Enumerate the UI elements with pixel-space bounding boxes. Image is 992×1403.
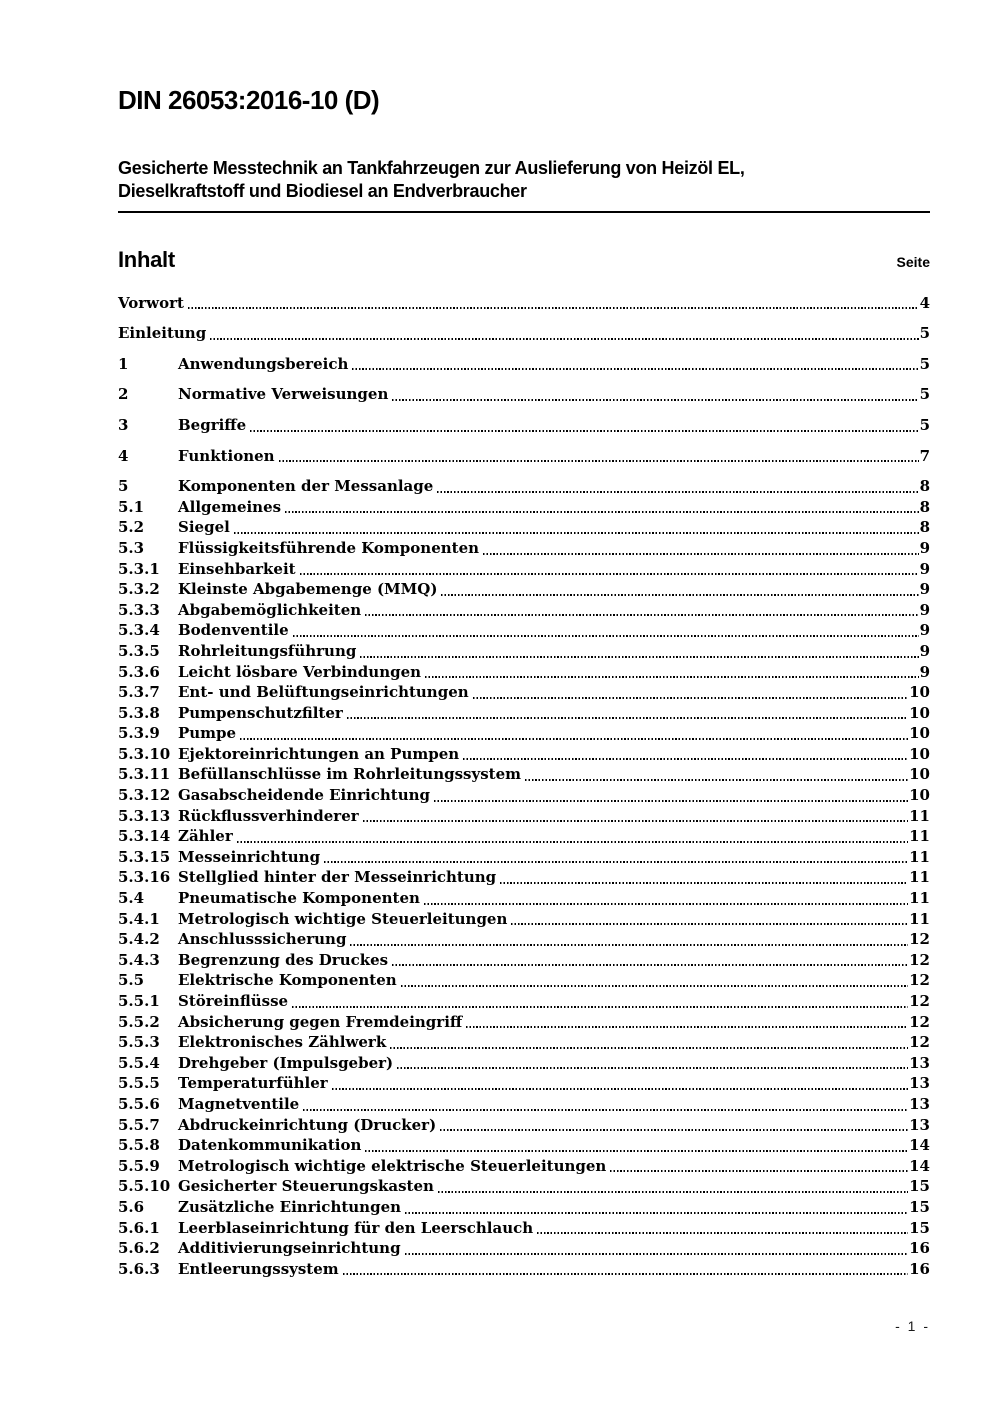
toc-dot-leader [525, 779, 908, 781]
toc-heading: Inhalt [118, 246, 175, 272]
toc-entry [118, 847, 930, 868]
toc-entry-number: 5.3.16 [118, 868, 171, 887]
toc-entry-title: Rückflussverhinderer [178, 806, 359, 825]
toc-entry-title: Siegel [178, 518, 230, 537]
toc-entry [118, 600, 930, 621]
toc-entry-page: 10 [909, 683, 930, 702]
toc-entry-page: 16 [909, 1239, 930, 1258]
toc-entry-page: 13 [909, 1115, 930, 1134]
toc-entry-page: 15 [909, 1197, 930, 1216]
toc-entry [118, 1094, 930, 1115]
toc-entry [118, 323, 930, 344]
toc-entry-number: 5.6.1 [118, 1218, 160, 1237]
toc-entry-title: Gesicherter Steuerungskasten [178, 1177, 434, 1196]
toc-entry-title: Temperaturfühler [178, 1074, 328, 1093]
toc-entry-page: 5 [919, 324, 930, 343]
toc-dot-leader [343, 1273, 908, 1275]
toc-dot-leader [425, 676, 919, 678]
toc-entry-page: 9 [919, 662, 930, 681]
toc-entry-number: 5.1 [118, 497, 145, 516]
toc-entry-title: Zähler [178, 827, 233, 846]
toc-entry-number: 4 [118, 446, 129, 465]
toc-entry [118, 806, 930, 827]
toc-entry [118, 888, 930, 909]
toc-entry [118, 723, 930, 744]
toc-entry-page: 9 [919, 538, 930, 557]
toc-entry-title: Drehgeber (Impulsgeber) [178, 1053, 394, 1072]
toc-entry [118, 991, 930, 1012]
toc-entry-title: Messeinrichtung [178, 847, 321, 866]
toc-entry-page: 9 [919, 600, 930, 619]
toc-entry-title: Entleerungssystem [178, 1259, 339, 1278]
toc-entry-title: Additivierungseinrichtung [178, 1239, 401, 1258]
toc-dot-leader [405, 1212, 908, 1214]
toc-entry-page: 4 [919, 293, 930, 312]
toc-dot-leader [397, 1067, 908, 1069]
toc-entry [118, 446, 930, 467]
toc-entry-title: Pumpenschutzfilter [178, 703, 343, 722]
toc-dot-leader [363, 820, 908, 822]
toc-entry-title: Rohrleitungsführung [178, 641, 357, 660]
toc-entry-number: 5 [118, 477, 129, 496]
toc-entry [118, 293, 930, 314]
toc-entry-number: 5.4.3 [118, 950, 160, 969]
toc-entry [118, 384, 930, 405]
toc-entry-page: 12 [909, 971, 930, 990]
toc-entry [118, 559, 930, 580]
toc-entry-number: 5.3.8 [118, 703, 160, 722]
toc-dot-leader [466, 1026, 908, 1028]
toc-entry-title: Anwendungsbereich [178, 354, 349, 373]
toc-entry-number: 1 [118, 354, 129, 373]
toc-entry [118, 1115, 930, 1136]
toc-entry-title: Vorwort [118, 293, 184, 312]
toc-entry-title: Befüllanschlüsse im Rohrleitungssystem [178, 765, 521, 784]
toc-entry-number: 5.2 [118, 518, 145, 537]
toc-entry-title: Einleitung [118, 324, 207, 343]
toc-entry-page: 13 [909, 1053, 930, 1072]
document-title-line2: Dieselkraftstoff und Biodiesel an Endverbraucher [118, 180, 527, 201]
toc-entry [118, 785, 930, 806]
toc-dot-leader [390, 1047, 908, 1049]
toc-dot-leader [332, 1088, 908, 1090]
toc-entry [118, 1032, 930, 1053]
toc-entry [118, 1053, 930, 1074]
toc-dot-leader [324, 861, 908, 863]
toc-entry-page: 9 [919, 641, 930, 660]
toc-entry [118, 538, 930, 559]
toc-entry-title: Ent- und Belüftungseinrichtungen [178, 683, 469, 702]
toc-dot-leader [240, 738, 908, 740]
toc-entry-number: 5.5.8 [118, 1136, 160, 1155]
toc-entry-title: Zusätzliche Einrichtungen [178, 1197, 402, 1216]
toc-entry-title: Allgemeines [178, 497, 282, 516]
toc-dot-leader [473, 697, 908, 699]
toc-entry-page: 13 [909, 1094, 930, 1113]
toc-entry-page: 8 [919, 518, 930, 537]
toc-entry [118, 497, 930, 518]
toc-entry-page: 15 [909, 1218, 930, 1237]
toc-entry-title: Leicht lösbare Verbindungen [178, 662, 422, 681]
toc-entry-page: 9 [919, 559, 930, 578]
toc-dot-leader [292, 1006, 908, 1008]
toc-entry-number: 5.3.4 [118, 621, 160, 640]
toc-entry-page: 5 [919, 354, 930, 373]
toc-entry [118, 641, 930, 662]
toc-entry-page: 10 [909, 786, 930, 805]
toc-entry-page: 9 [919, 621, 930, 640]
toc-dot-leader [441, 594, 918, 596]
toc-dot-leader [237, 841, 908, 843]
toc-list [118, 293, 930, 1280]
toc-entry [118, 867, 930, 888]
toc-dot-leader [365, 1150, 908, 1152]
toc-entry-number: 5.5.3 [118, 1033, 160, 1052]
toc-entry-page: 12 [909, 1012, 930, 1031]
toc-entry-page: 11 [909, 909, 930, 928]
toc-dot-leader [537, 1232, 908, 1234]
toc-entry-page: 12 [909, 992, 930, 1010]
toc-dot-leader [234, 532, 919, 534]
toc-entry-title: Abgabemöglichkeiten [178, 600, 362, 619]
toc-entry-title: Metrologisch wichtige Steuerleitungen [178, 909, 508, 928]
toc-entry [118, 764, 930, 785]
document-title [118, 157, 930, 213]
toc-entry-page: 11 [909, 847, 930, 866]
toc-entry [118, 1073, 930, 1094]
toc-entry [118, 1135, 930, 1156]
toc-entry-number: 5.4.1 [118, 909, 160, 928]
toc-entry-number: 5.3.13 [118, 806, 171, 825]
toc-entry-title: Anschlusssicherung [178, 930, 347, 949]
toc-dot-leader [405, 1253, 909, 1255]
toc-entry [118, 476, 930, 497]
toc-entry-page: 5 [919, 385, 930, 404]
toc-entry-title: Komponenten der Messanlage [178, 477, 434, 496]
toc-entry-page: 7 [919, 446, 930, 465]
toc-entry-title: Begrenzung des Druckes [178, 950, 389, 969]
toc-entry-title: Normative Verweisungen [178, 385, 389, 404]
toc-entry-number: 5.5.10 [118, 1177, 171, 1196]
toc-entry-number: 5.3 [118, 538, 145, 557]
toc-dot-leader [250, 430, 918, 432]
toc-entry-page: 10 [909, 703, 930, 722]
toc-dot-leader [424, 903, 908, 905]
page-number-footer: - 1 - [895, 1318, 930, 1334]
toc-entry-title: Ejektoreinrichtungen an Pumpen [178, 744, 460, 763]
toc-entry-page: 9 [919, 580, 930, 599]
toc-entry-page: 11 [909, 827, 930, 846]
toc-entry-page: 12 [909, 930, 930, 949]
toc-dot-leader [511, 923, 908, 925]
toc-entry [118, 744, 930, 765]
toc-entry-number: 5.3.15 [118, 847, 171, 866]
toc-entry [118, 909, 930, 930]
toc-entry-number: 5.6.2 [118, 1239, 160, 1258]
toc-entry [118, 1012, 930, 1033]
toc-entry-page: 8 [919, 477, 930, 496]
toc-entry-title: Abdruckeinrichtung (Drucker) [178, 1115, 437, 1134]
toc-entry-title: Gasabscheidende Einrichtung [178, 786, 431, 805]
toc-entry [118, 1218, 930, 1239]
toc-entry-title: Einsehbarkeit [178, 559, 296, 578]
toc-entry-number: 5.5.9 [118, 1156, 160, 1175]
toc-entry-number: 5.3.6 [118, 662, 160, 681]
toc-entry [118, 929, 930, 950]
toc-entry-number: 5.3.1 [118, 559, 160, 578]
toc-dot-leader [293, 635, 919, 637]
toc-dot-leader [440, 1129, 908, 1131]
toc-entry-title: Pneumatische Komponenten [178, 889, 420, 908]
toc-entry [118, 354, 930, 375]
toc-entry-number: 2 [118, 385, 129, 404]
toc-entry-number: 3 [118, 415, 129, 434]
toc-entry [118, 1176, 930, 1197]
toc-entry-page: 11 [909, 806, 930, 825]
toc-entry-page: 15 [909, 1177, 930, 1196]
toc-entry-number: 5.5.2 [118, 1012, 160, 1031]
toc-dot-leader [392, 399, 918, 401]
toc-entry-page: 12 [909, 950, 930, 969]
toc-entry [118, 517, 930, 538]
toc-entry-number: 5.3.3 [118, 600, 160, 619]
toc-dot-leader [401, 985, 908, 987]
toc-entry-number: 5.3.11 [118, 765, 171, 784]
toc-dot-leader [210, 338, 918, 340]
toc-dot-leader [303, 1109, 908, 1111]
toc-dot-leader [483, 553, 919, 555]
toc-entry [118, 1197, 930, 1218]
toc-dot-leader [365, 614, 918, 616]
toc-entry-title: Metrologisch wichtige elektrische Steuerleitungen [178, 1156, 607, 1175]
toc-entry-title: Kleinste Abgabemenge (MMQ) [178, 580, 438, 599]
toc-entry-page: 5 [919, 415, 930, 434]
toc-entry-number: 5.5.6 [118, 1094, 160, 1113]
toc-entry-title: Datenkommunikation [178, 1136, 362, 1155]
toc-entry-number: 5.4 [118, 889, 145, 908]
toc-entry-title: Absicherung gegen Fremdeingriff [178, 1012, 463, 1031]
toc-entry-page: 16 [909, 1259, 930, 1278]
document-title-line1: Gesicherte Messtechnik an Tankfahrzeugen zur Auslieferung von Heizöl EL, [118, 157, 745, 178]
toc-dot-leader [610, 1170, 908, 1172]
toc-entry-page: 13 [909, 1074, 930, 1093]
toc-entry-number: 5.5.4 [118, 1053, 160, 1072]
toc-entry-number: 5.6.3 [118, 1259, 160, 1278]
toc-entry [118, 662, 930, 683]
document-id: DIN 26053:2016-10 (D) [118, 85, 380, 115]
toc-entry-title: Funktionen [178, 446, 275, 465]
toc-entry [118, 620, 930, 641]
toc-entry-title: Pumpe [178, 724, 237, 743]
toc-entry [118, 1259, 930, 1280]
toc-header [118, 247, 930, 273]
toc-entry [118, 415, 930, 436]
toc-entry-page: 14 [909, 1136, 930, 1155]
toc-entry-number: 5.5.5 [118, 1074, 160, 1093]
toc-entry [118, 1238, 930, 1259]
toc-dot-leader [434, 800, 908, 802]
toc-dot-leader [463, 758, 908, 760]
toc-dot-leader [352, 368, 918, 370]
toc-entry-title: Begriffe [178, 415, 247, 434]
toc-entry [118, 703, 930, 724]
toc-dot-leader [300, 573, 919, 575]
toc-entry [118, 826, 930, 847]
toc-entry-title: Magnetventile [178, 1094, 300, 1113]
toc-entry-number: 5.6 [118, 1197, 145, 1216]
toc-entry [118, 970, 930, 991]
toc-entry-title: Elektronisches Zählwerk [178, 1033, 387, 1052]
toc-entry-title: Leerblaseinrichtung für den Leerschlauch [178, 1218, 534, 1237]
toc-entry [118, 1156, 930, 1177]
toc-dot-leader [360, 656, 918, 658]
toc-dot-leader [279, 460, 919, 462]
toc-entry-page: 11 [909, 868, 930, 887]
toc-entry [118, 579, 930, 600]
toc-entry-title: Bodenventile [178, 621, 289, 640]
toc-entry-title: Elektrische Komponenten [178, 971, 397, 990]
toc-entry-number: 5.5 [118, 971, 145, 990]
toc-entry-number: 5.4.2 [118, 930, 160, 949]
toc-entry-page: 10 [909, 724, 930, 743]
toc-dot-leader [285, 511, 918, 513]
toc-entry-title: Flüssigkeitsführende Komponenten [178, 538, 480, 557]
toc-entry-number: 5.3.14 [118, 827, 171, 846]
toc-entry [118, 682, 930, 703]
toc-dot-leader [437, 491, 918, 493]
toc-entry [118, 950, 930, 971]
toc-entry-page: 11 [909, 889, 930, 908]
toc-entry-number: 5.3.7 [118, 683, 160, 702]
toc-entry-number: 5.5.1 [118, 992, 160, 1010]
toc-dot-leader [438, 1191, 908, 1193]
toc-entry-number: 5.3.10 [118, 744, 171, 763]
toc-entry-number: 5.3.2 [118, 580, 160, 599]
toc-dot-leader [500, 882, 908, 884]
toc-dot-leader [347, 717, 908, 719]
toc-entry-number: 5.5.7 [118, 1115, 160, 1134]
toc-dot-leader [392, 964, 908, 966]
toc-entry-page: 10 [909, 765, 930, 784]
toc-entry-title: Störeinflüsse [178, 992, 289, 1010]
toc-dot-leader [188, 307, 919, 309]
toc-entry-number: 5.3.9 [118, 724, 160, 743]
toc-entry-page: 14 [909, 1156, 930, 1175]
toc-entry-page: 8 [919, 497, 930, 516]
toc-entry-number: 5.3.5 [118, 641, 160, 660]
toc-dot-leader [350, 944, 908, 946]
toc-entry-title: Stellglied hinter der Messeinrichtung [178, 868, 497, 887]
toc-page-column-label: Seite [896, 253, 930, 270]
toc-entry-page: 12 [909, 1033, 930, 1052]
toc-entry-number: 5.3.12 [118, 786, 171, 805]
toc-entry-page: 10 [909, 744, 930, 763]
